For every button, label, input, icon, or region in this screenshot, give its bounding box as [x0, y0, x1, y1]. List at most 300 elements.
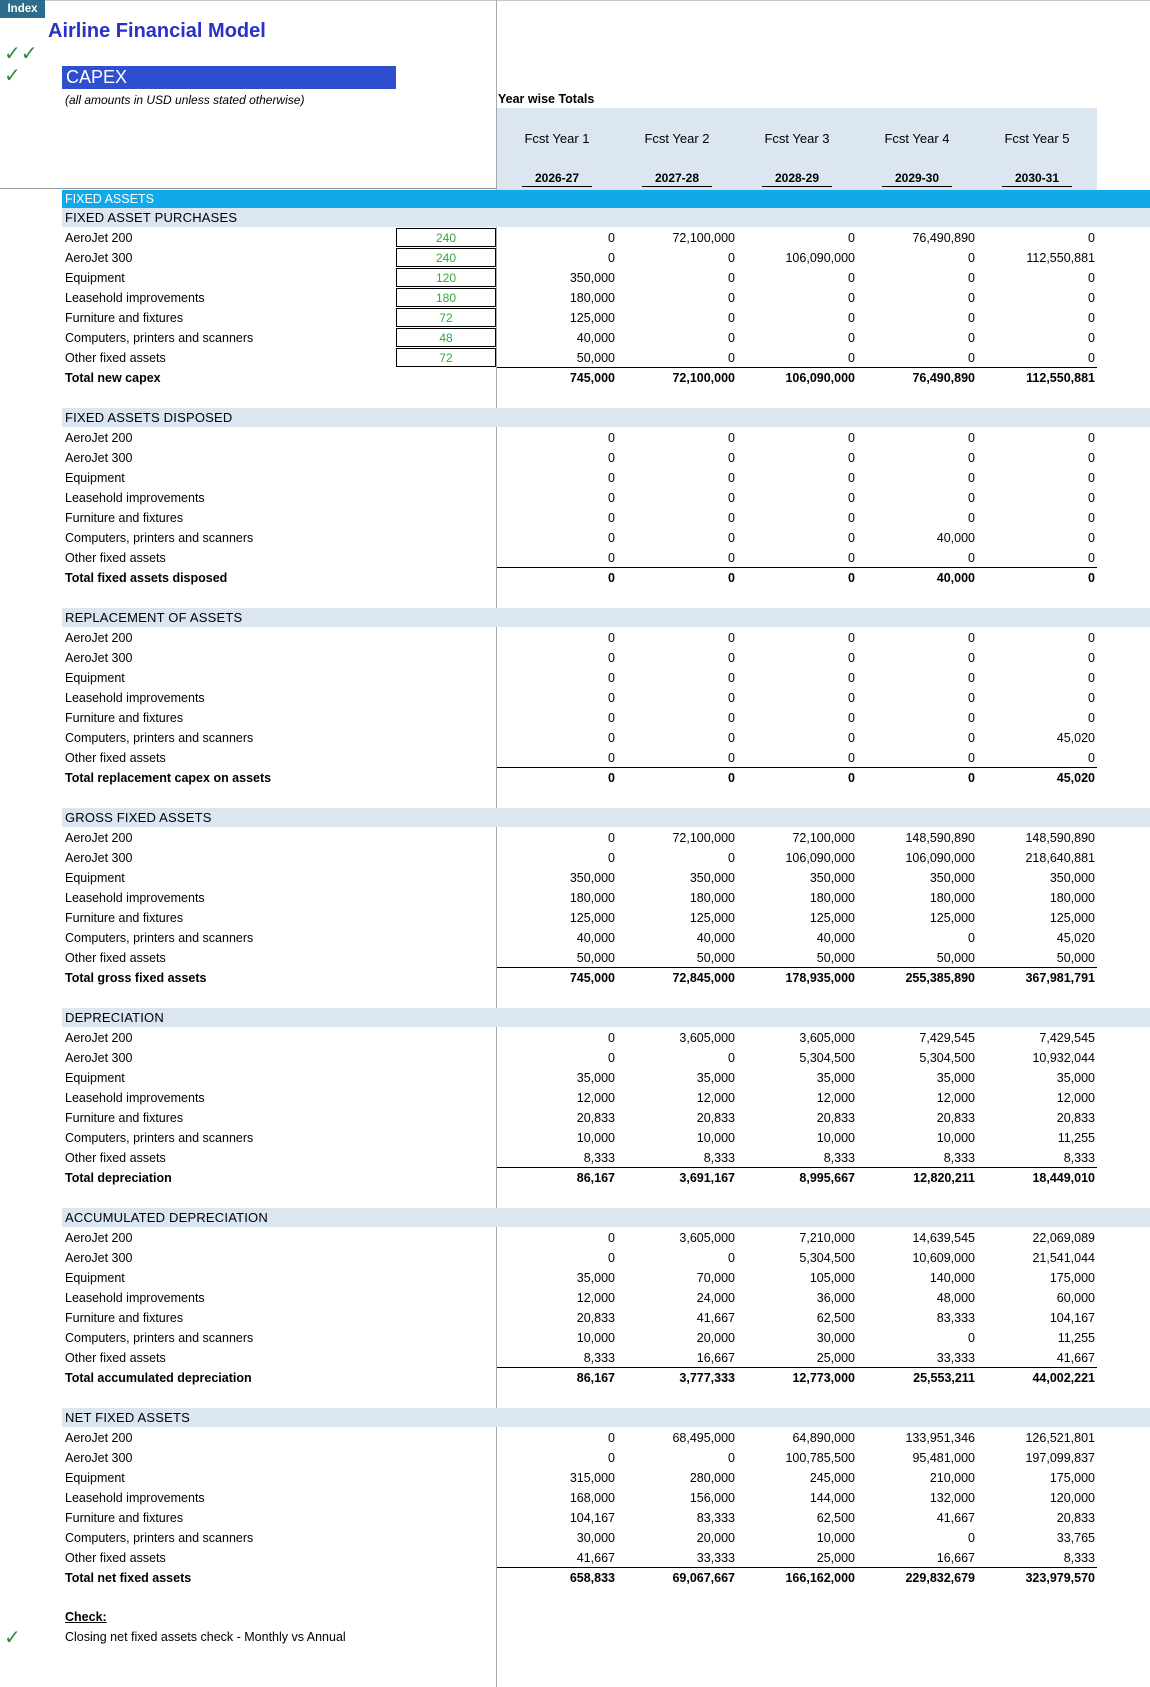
row-label: Equipment — [65, 671, 125, 685]
table-cell: 0 — [608, 251, 615, 265]
table-cell: 125,000 — [689, 911, 735, 925]
table-cell: 10,000 — [936, 1131, 975, 1145]
total-cell: 72,845,000 — [672, 971, 735, 985]
table-cell: 35,000 — [696, 1071, 735, 1085]
table-cell: 0 — [1088, 691, 1095, 705]
table-cell: 35,000 — [936, 1071, 975, 1085]
table-cell: 175,000 — [1049, 1471, 1095, 1485]
table-cell: 126,521,801 — [1025, 1431, 1095, 1445]
useful-life-input[interactable]: 240 — [396, 228, 496, 247]
table-cell: 62,500 — [816, 1511, 855, 1525]
row-label: Computers, printers and scanners — [65, 531, 254, 545]
currency-note: (all amounts in USD unless stated otherwise) — [65, 93, 305, 107]
column-header: Fcst Year 1 — [524, 131, 590, 146]
table-cell: 0 — [728, 711, 735, 725]
table-cell: 0 — [848, 291, 855, 305]
section-title: CAPEX — [62, 66, 396, 89]
row-label: Furniture and fixtures — [65, 911, 184, 925]
table-cell: 8,333 — [823, 1151, 855, 1165]
year-underline — [882, 186, 952, 187]
section-title: REPLACEMENT OF ASSETS — [65, 610, 243, 625]
total-cell: 0 — [608, 771, 615, 785]
table-cell: 0 — [728, 651, 735, 665]
table-cell: 180,000 — [1049, 891, 1095, 905]
row-label: AeroJet 200 — [65, 1031, 133, 1045]
total-cell: 45,020 — [1056, 771, 1095, 785]
total-cell: 0 — [1088, 571, 1095, 585]
useful-life-input[interactable]: 240 — [396, 248, 496, 267]
table-cell: 41,667 — [576, 1551, 615, 1565]
table-cell: 20,833 — [936, 1111, 975, 1125]
table-cell: 41,667 — [1056, 1351, 1095, 1365]
useful-life-input[interactable]: 72 — [396, 308, 496, 327]
table-cell: 0 — [968, 451, 975, 465]
table-cell: 280,000 — [689, 1471, 735, 1485]
table-cell: 180,000 — [929, 891, 975, 905]
table-cell: 0 — [728, 631, 735, 645]
table-cell: 50,000 — [576, 951, 615, 965]
fixed-assets-label: FIXED ASSETS — [65, 192, 154, 206]
table-cell: 0 — [848, 451, 855, 465]
useful-life-input[interactable]: 120 — [396, 268, 496, 287]
section-title: ACCUMULATED DEPRECIATION — [65, 1210, 268, 1225]
row-label: AeroJet 300 — [65, 251, 133, 265]
table-cell: 0 — [848, 271, 855, 285]
total-cell: 72,100,000 — [672, 371, 735, 385]
table-cell: 0 — [728, 691, 735, 705]
total-cell: 229,832,679 — [905, 1571, 975, 1585]
total-cell: 3,691,167 — [679, 1171, 735, 1185]
column-header: Fcst Year 5 — [1004, 131, 1070, 146]
year-wise-totals-label: Year wise Totals — [498, 92, 595, 106]
table-cell: 125,000 — [1049, 911, 1095, 925]
table-cell: 180,000 — [809, 891, 855, 905]
table-cell: 8,333 — [1063, 1551, 1095, 1565]
row-label: Furniture and fixtures — [65, 511, 184, 525]
total-cell: 367,981,791 — [1025, 971, 1095, 985]
table-cell: 140,000 — [929, 1271, 975, 1285]
table-cell: 0 — [608, 451, 615, 465]
total-cell: 323,979,570 — [1025, 1571, 1095, 1585]
table-cell: 0 — [848, 551, 855, 565]
table-cell: 218,640,881 — [1025, 851, 1095, 865]
table-cell: 5,304,500 — [919, 1051, 975, 1065]
table-cell: 350,000 — [569, 871, 615, 885]
column-year: 2029-30 — [894, 171, 940, 185]
top-border — [0, 0, 1150, 1]
table-cell: 35,000 — [576, 1071, 615, 1085]
row-label: Furniture and fixtures — [65, 311, 184, 325]
table-cell: 0 — [968, 731, 975, 745]
table-cell: 3,605,000 — [799, 1031, 855, 1045]
table-cell: 0 — [968, 251, 975, 265]
table-cell: 12,000 — [696, 1091, 735, 1105]
table-cell: 0 — [968, 311, 975, 325]
row-label: Leasehold improvements — [65, 1491, 205, 1505]
total-cell: 3,777,333 — [679, 1371, 735, 1385]
column-header: Fcst Year 3 — [764, 131, 830, 146]
table-cell: 0 — [848, 631, 855, 645]
total-cell: 25,553,211 — [913, 1371, 975, 1385]
total-label: Total replacement capex on assets — [65, 771, 272, 785]
table-cell: 0 — [1088, 271, 1095, 285]
row-label: AeroJet 200 — [65, 431, 133, 445]
table-cell: 125,000 — [929, 911, 975, 925]
table-cell: 0 — [848, 431, 855, 445]
table-cell: 50,000 — [576, 351, 615, 365]
table-cell: 0 — [728, 491, 735, 505]
row-label: Computers, printers and scanners — [65, 1131, 254, 1145]
total-cell: 178,935,000 — [785, 971, 855, 985]
table-cell: 125,000 — [569, 911, 615, 925]
row-label: AeroJet 300 — [65, 651, 133, 665]
table-cell: 0 — [848, 331, 855, 345]
row-label: Computers, printers and scanners — [65, 1331, 254, 1345]
table-cell: 0 — [728, 451, 735, 465]
table-cell: 0 — [968, 931, 975, 945]
total-cell: 12,773,000 — [792, 1371, 855, 1385]
year-underline — [642, 186, 712, 187]
table-cell: 33,333 — [936, 1351, 975, 1365]
table-cell: 72,100,000 — [672, 831, 735, 845]
table-cell: 0 — [608, 651, 615, 665]
table-cell: 0 — [728, 251, 735, 265]
table-cell: 0 — [608, 671, 615, 685]
total-cell: 166,162,000 — [785, 1571, 855, 1585]
row-label: Leasehold improvements — [65, 891, 205, 905]
table-cell: 12,000 — [576, 1091, 615, 1105]
row-label: Equipment — [65, 1071, 125, 1085]
table-cell: 5,304,500 — [799, 1251, 855, 1265]
row-label: Leasehold improvements — [65, 491, 205, 505]
table-cell: 106,090,000 — [785, 251, 855, 265]
table-cell: 0 — [848, 231, 855, 245]
row-label: Computers, printers and scanners — [65, 331, 254, 345]
table-cell: 0 — [968, 431, 975, 445]
table-cell: 40,000 — [816, 931, 855, 945]
section-title: DEPRECIATION — [65, 1010, 164, 1025]
table-cell: 0 — [608, 1051, 615, 1065]
useful-life-input[interactable]: 180 — [396, 288, 496, 307]
total-cell: 18,449,010 — [1032, 1171, 1095, 1185]
total-cell: 106,090,000 — [785, 371, 855, 385]
table-cell: 106,090,000 — [785, 851, 855, 865]
table-cell: 0 — [608, 691, 615, 705]
table-cell: 12,000 — [936, 1091, 975, 1105]
total-label: Total new capex — [65, 371, 161, 385]
table-cell: 0 — [848, 351, 855, 365]
table-cell: 10,609,000 — [912, 1251, 975, 1265]
table-cell: 132,000 — [929, 1491, 975, 1505]
row-label: AeroJet 300 — [65, 851, 133, 865]
table-cell: 0 — [608, 231, 615, 245]
row-label: AeroJet 200 — [65, 231, 133, 245]
table-cell: 180,000 — [569, 291, 615, 305]
table-cell: 0 — [968, 551, 975, 565]
total-cell: 0 — [848, 771, 855, 785]
table-cell: 0 — [848, 691, 855, 705]
table-cell: 0 — [968, 491, 975, 505]
table-cell: 0 — [1088, 311, 1095, 325]
table-cell: 50,000 — [696, 951, 735, 965]
row-label: Equipment — [65, 1271, 125, 1285]
year-underline — [522, 186, 592, 187]
table-cell: 72,100,000 — [672, 231, 735, 245]
table-cell: 0 — [608, 831, 615, 845]
table-cell: 245,000 — [809, 1471, 855, 1485]
table-cell: 60,000 — [1056, 1291, 1095, 1305]
table-cell: 148,590,890 — [905, 831, 975, 845]
row-label: Computers, printers and scanners — [65, 931, 254, 945]
row-label: AeroJet 300 — [65, 1051, 133, 1065]
table-cell: 35,000 — [816, 1071, 855, 1085]
table-cell: 45,020 — [1056, 931, 1095, 945]
row-label: Leasehold improvements — [65, 1291, 205, 1305]
table-cell: 3,605,000 — [679, 1231, 735, 1245]
section-title: GROSS FIXED ASSETS — [65, 810, 212, 825]
table-cell: 0 — [608, 1251, 615, 1265]
table-cell: 0 — [608, 531, 615, 545]
table-cell: 12,000 — [1056, 1091, 1095, 1105]
section-bar — [62, 808, 1150, 827]
table-cell: 8,333 — [943, 1151, 975, 1165]
useful-life-input[interactable]: 48 — [396, 328, 496, 347]
table-cell: 0 — [968, 691, 975, 705]
table-cell: 350,000 — [1049, 871, 1095, 885]
table-cell: 10,000 — [816, 1131, 855, 1145]
table-cell: 0 — [728, 431, 735, 445]
table-cell: 0 — [968, 331, 975, 345]
table-cell: 0 — [848, 491, 855, 505]
table-cell: 0 — [728, 471, 735, 485]
table-cell: 104,167 — [569, 1511, 615, 1525]
section-bar — [62, 1408, 1150, 1427]
row-label: AeroJet 200 — [65, 1231, 133, 1245]
row-label: Other fixed assets — [65, 951, 166, 965]
row-label: Computers, printers and scanners — [65, 1531, 254, 1545]
table-cell: 144,000 — [809, 1491, 855, 1505]
total-cell: 8,995,667 — [799, 1171, 855, 1185]
table-cell: 11,255 — [1057, 1131, 1095, 1145]
table-cell: 0 — [848, 751, 855, 765]
row-label: Computers, printers and scanners — [65, 731, 254, 745]
table-cell: 76,490,890 — [912, 231, 975, 245]
page-title: Airline Financial Model — [48, 20, 266, 42]
table-cell: 8,333 — [703, 1151, 735, 1165]
table-cell: 40,000 — [576, 931, 615, 945]
table-cell: 0 — [608, 1231, 615, 1245]
table-cell: 0 — [1088, 231, 1095, 245]
table-cell: 156,000 — [689, 1491, 735, 1505]
row-label: Other fixed assets — [65, 1351, 166, 1365]
table-cell: 0 — [728, 851, 735, 865]
row-label: Other fixed assets — [65, 1151, 166, 1165]
table-cell: 0 — [608, 511, 615, 525]
table-cell: 0 — [728, 271, 735, 285]
table-cell: 0 — [728, 311, 735, 325]
table-cell: 36,000 — [816, 1291, 855, 1305]
header-divider — [0, 188, 496, 189]
table-cell: 0 — [1088, 351, 1095, 365]
table-cell: 350,000 — [689, 871, 735, 885]
table-cell: 24,000 — [696, 1291, 735, 1305]
total-cell: 0 — [728, 771, 735, 785]
table-cell: 105,000 — [809, 1271, 855, 1285]
table-cell: 0 — [1088, 451, 1095, 465]
table-cell: 0 — [1088, 751, 1095, 765]
column-header: Fcst Year 4 — [884, 131, 950, 146]
table-cell: 0 — [728, 291, 735, 305]
table-cell: 0 — [728, 331, 735, 345]
total-cell: 86,167 — [576, 1371, 615, 1385]
table-cell: 133,951,346 — [905, 1431, 975, 1445]
table-cell: 8,333 — [1063, 1151, 1095, 1165]
table-cell: 315,000 — [569, 1471, 615, 1485]
table-cell: 0 — [1088, 711, 1095, 725]
row-label: Other fixed assets — [65, 1551, 166, 1565]
table-cell: 0 — [1088, 631, 1095, 645]
table-cell: 106,090,000 — [905, 851, 975, 865]
table-cell: 0 — [968, 631, 975, 645]
table-cell: 0 — [608, 491, 615, 505]
table-cell: 33,765 — [1056, 1531, 1095, 1545]
table-cell: 0 — [728, 351, 735, 365]
table-cell: 0 — [848, 511, 855, 525]
table-cell: 62,500 — [816, 1311, 855, 1325]
table-cell: 0 — [968, 511, 975, 525]
table-cell: 0 — [608, 711, 615, 725]
table-cell: 0 — [968, 471, 975, 485]
row-label: Furniture and fixtures — [65, 711, 184, 725]
table-cell: 0 — [608, 731, 615, 745]
row-label: Leasehold improvements — [65, 291, 205, 305]
table-cell: 112,550,881 — [1026, 251, 1095, 265]
table-cell: 0 — [728, 1051, 735, 1065]
row-label: Equipment — [65, 1471, 125, 1485]
row-label: AeroJet 200 — [65, 1431, 133, 1445]
section-title: FIXED ASSET PURCHASES — [65, 210, 238, 225]
table-cell: 0 — [728, 1251, 735, 1265]
table-cell: 0 — [968, 671, 975, 685]
table-cell: 0 — [848, 311, 855, 325]
table-cell: 95,481,000 — [912, 1451, 975, 1465]
table-cell: 12,000 — [576, 1291, 615, 1305]
table-cell: 20,833 — [1056, 1511, 1095, 1525]
table-cell: 0 — [728, 551, 735, 565]
column-header: Fcst Year 2 — [644, 131, 710, 146]
table-cell: 20,833 — [576, 1311, 615, 1325]
table-cell: 0 — [1088, 511, 1095, 525]
total-cell: 69,067,667 — [672, 1571, 735, 1585]
table-cell: 0 — [848, 651, 855, 665]
row-label: AeroJet 300 — [65, 1451, 133, 1465]
table-cell: 0 — [968, 1331, 975, 1345]
table-cell: 0 — [848, 471, 855, 485]
table-cell: 168,000 — [569, 1491, 615, 1505]
table-cell: 0 — [1088, 471, 1095, 485]
column-year: 2027-28 — [654, 171, 700, 185]
table-cell: 16,667 — [696, 1351, 735, 1365]
table-cell: 0 — [968, 271, 975, 285]
table-cell: 68,495,000 — [672, 1431, 735, 1445]
table-cell: 40,000 — [576, 331, 615, 345]
table-cell: 83,333 — [936, 1311, 975, 1325]
row-label: Leasehold improvements — [65, 691, 205, 705]
table-cell: 0 — [1088, 431, 1095, 445]
section-title: FIXED ASSETS DISPOSED — [65, 410, 233, 425]
table-cell: 41,667 — [936, 1511, 975, 1525]
total-cell: 745,000 — [569, 971, 615, 985]
year-underline — [1002, 186, 1072, 187]
table-cell: 45,020 — [1056, 731, 1095, 745]
table-cell: 0 — [848, 671, 855, 685]
total-label: Total net fixed assets — [65, 1571, 192, 1585]
table-cell: 0 — [968, 291, 975, 305]
table-cell: 11,255 — [1057, 1331, 1095, 1345]
total-cell: 0 — [968, 771, 975, 785]
table-cell: 20,833 — [1056, 1111, 1095, 1125]
useful-life-input[interactable]: 72 — [396, 348, 496, 367]
table-cell: 0 — [848, 731, 855, 745]
table-cell: 7,210,000 — [799, 1231, 855, 1245]
table-cell: 33,333 — [696, 1551, 735, 1565]
table-cell: 20,000 — [696, 1331, 735, 1345]
check-label: Closing net fixed assets check - Monthly vs Annual — [65, 1630, 346, 1644]
row-label: Other fixed assets — [65, 551, 166, 565]
table-cell: 10,000 — [696, 1131, 735, 1145]
table-cell: 0 — [848, 711, 855, 725]
table-cell: 3,605,000 — [679, 1031, 735, 1045]
table-cell: 180,000 — [689, 891, 735, 905]
table-cell: 70,000 — [696, 1271, 735, 1285]
total-cell: 745,000 — [569, 371, 615, 385]
table-cell: 10,000 — [816, 1531, 855, 1545]
table-cell: 40,000 — [696, 931, 735, 945]
year-underline — [762, 186, 832, 187]
check-title: Check: — [65, 1610, 107, 1624]
table-cell: 35,000 — [576, 1271, 615, 1285]
table-cell: 0 — [1088, 491, 1095, 505]
index-button[interactable]: Index — [0, 0, 45, 18]
total-label: Total fixed assets disposed — [65, 571, 228, 585]
table-cell: 50,000 — [936, 951, 975, 965]
section-bar — [62, 1008, 1150, 1027]
total-cell: 44,002,221 — [1032, 1371, 1095, 1385]
table-cell: 0 — [608, 551, 615, 565]
table-cell: 0 — [1088, 551, 1095, 565]
table-cell: 8,333 — [583, 1351, 615, 1365]
table-cell: 30,000 — [576, 1531, 615, 1545]
table-cell: 50,000 — [816, 951, 855, 965]
table-cell: 10,000 — [576, 1131, 615, 1145]
table-cell: 0 — [728, 1451, 735, 1465]
table-cell: 0 — [728, 671, 735, 685]
total-label: Total depreciation — [65, 1171, 172, 1185]
check-mark-icon: ✓ — [4, 1627, 21, 1649]
table-cell: 0 — [608, 431, 615, 445]
table-cell: 180,000 — [569, 891, 615, 905]
table-cell: 350,000 — [929, 871, 975, 885]
table-cell: 72,100,000 — [792, 831, 855, 845]
table-cell: 175,000 — [1049, 1271, 1095, 1285]
table-cell: 20,000 — [696, 1531, 735, 1545]
table-cell: 14,639,545 — [912, 1231, 975, 1245]
table-cell: 0 — [848, 531, 855, 545]
row-label: AeroJet 200 — [65, 631, 133, 645]
table-cell: 100,785,500 — [785, 1451, 855, 1465]
table-cell: 25,000 — [816, 1551, 855, 1565]
table-cell: 22,069,089 — [1032, 1231, 1095, 1245]
